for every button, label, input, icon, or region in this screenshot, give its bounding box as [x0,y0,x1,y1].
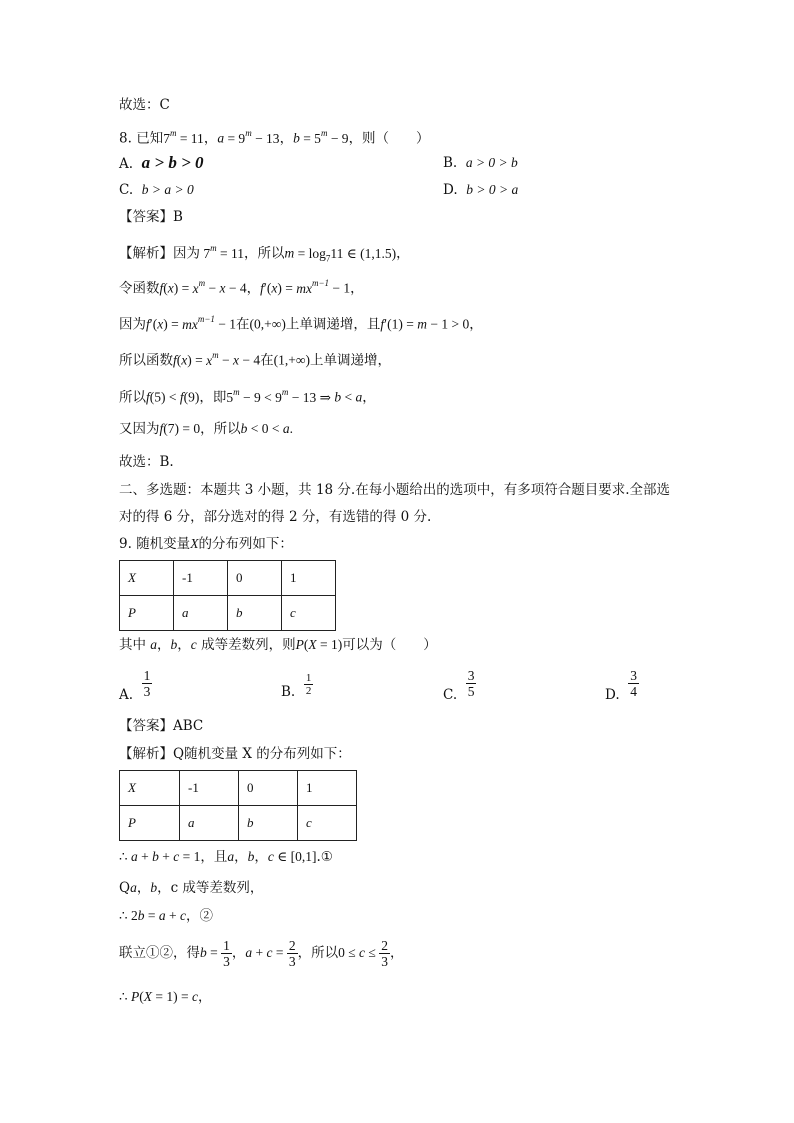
section2-line-2: 对的得 6 分，部分选对的得 2 分，有选错的得 0 分. [119,509,432,525]
fraction: $\frac{1}{3}$ [143,668,151,699]
q8-option-a[interactable]: A. a > b > 0 [119,153,204,172]
q9-option-a[interactable]: A. $\frac{1}{3}$ [119,668,151,703]
table-row: P a b c [120,806,357,841]
q9-analysis-line-5: 联立①②，得b = $\frac{1}{3}$ ，a + c = $\frac{2}{3}$ ，所以0 ≤ c ≤ $\frac{2}{3}$ ， [119,938,404,969]
q9-analysis-line-3: Qa，b，c 成等差数列， [119,880,264,896]
table-row: X -1 0 1 [120,561,336,596]
q9-analysis-line-2: ∴ a + b + c = 1，且a，b，c ∈ [0,1].① [119,849,333,865]
q8-analysis-line-4: 所以函数$f(x) = x^m - x - 4$在(1,+∞)上单调递增， [119,350,391,369]
q8-analysis-line-3: 因为$f'(x) = mx^{m-1} - 1$在(0,+∞)上单调递增，且f′(1) = m − 1 > 0， [119,314,483,333]
q8-analysis-line-2: 令函数$f(x) = x^m - x - 4$，$f'(x) = mx^{m-1} - 1$， [119,278,364,297]
q9-analysis-line-4: ∴ 2b = a + c，② [119,908,213,924]
q9-answer: 【答案】ABC [119,718,204,734]
q8-option-b[interactable]: B. a > 0 > b [443,155,518,171]
table-row: X -1 0 1 [120,771,357,806]
q9-option-b[interactable]: B. $\frac{1}{2}$ [281,672,312,700]
table-row: P a b c [120,596,336,631]
q8-option-c[interactable]: C. b > a > 0 [119,182,194,198]
fraction: $\frac{1}{2}$ [305,672,312,697]
fraction: $\frac{3}{4}$ [630,668,637,699]
q9-analysis-line-1: 【解析】Q随机变量 X 的分布列如下： [119,746,351,762]
q9-distribution-table [119,560,336,631]
q8-number: 8. [119,130,132,147]
q8-analysis-line-5: 所以f(5) < f(9)，即$5^m - 9 < 9^m - 13$ ⇒ b < a， [119,387,376,406]
q8-analysis-line-6: 又因为f(7) = 0，所以b < 0 < a. [119,421,293,437]
q9-analysis-table [119,770,357,841]
q9-stem: 9. 随机变量X的分布列如下： [119,536,293,552]
section2-line-1: 二、多选题：本题共 3 小题，共 18 分.在每小题给出的选项中，有多项符合题目要求.全部选 [119,482,671,498]
q9-analysis-line-6: ∴ P(X = 1) = c， [119,989,212,1005]
previous-answer: 故选：C [119,97,170,113]
fraction: $\frac{3}{5}$ [467,668,475,699]
q8-stem: 8. 已知$7^m = 11$，$a = 9^m - 13$，$b = 5^m - 9$，则（ ） [119,128,430,147]
q8-answer: 【答案】B [119,209,183,225]
q8-analysis-line-1: 【解析】因为 $7^m = 11$，所以$m = \log_711$ ∈ (1,1.5)， [119,243,410,264]
q9-option-d[interactable]: D. $\frac{3}{4}$ [605,668,637,703]
q9-condition: 其中 a，b，c 成等差数列，则P(X = 1)可以为（ ） [119,637,437,653]
q9-option-c[interactable]: C. $\frac{3}{5}$ [443,668,475,703]
q8-conclusion: 故选：B. [119,454,174,470]
q8-option-d[interactable]: D. b > 0 > a [443,182,519,198]
